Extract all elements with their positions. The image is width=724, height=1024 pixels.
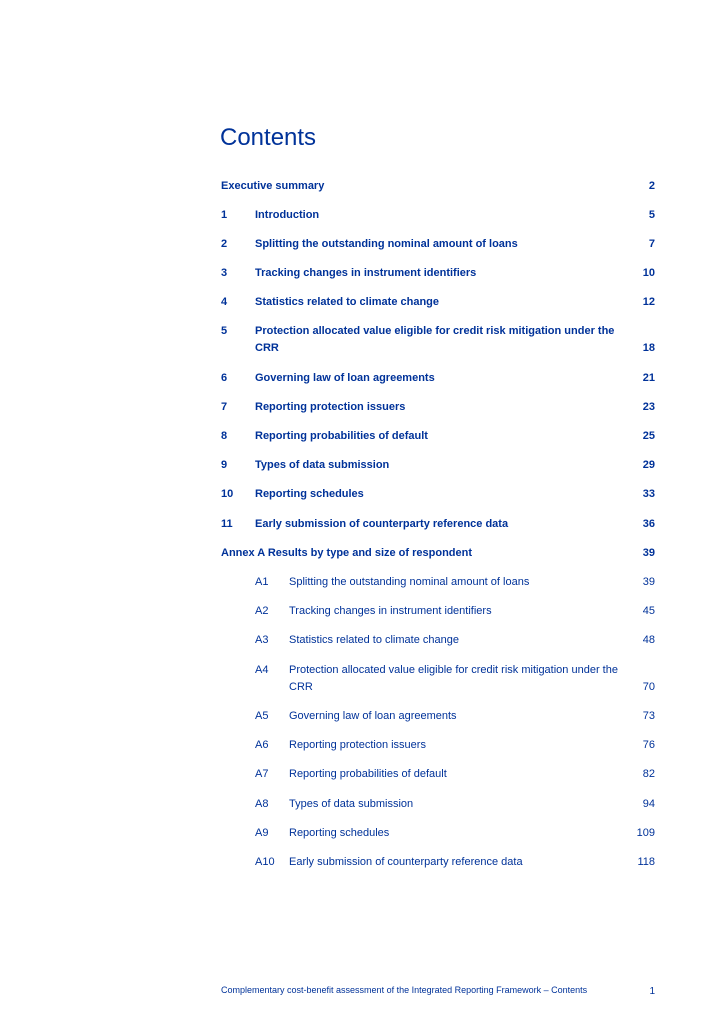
toc-entry-page: 18 (642, 342, 655, 354)
toc-entry-label: Annex A Results by type and size of respondent (221, 547, 473, 559)
toc-entry-label: Reporting probabilities of default (255, 430, 428, 442)
toc-entry-page: 33 (642, 488, 655, 500)
toc-entry-number: 9 (221, 459, 228, 471)
toc-entry-page: 10 (642, 267, 655, 279)
toc-entry-label: Reporting schedules (255, 488, 364, 500)
toc-entry-page: 73 (642, 710, 655, 722)
toc-entry-number: 4 (221, 296, 228, 308)
toc-entry-page: 70 (642, 681, 655, 693)
toc-entry-number: 2 (221, 238, 228, 250)
toc-entry-page: 12 (642, 296, 655, 308)
toc-entry-label: Protection allocated value eligible for credit risk mitigation under the CRR (255, 325, 615, 354)
toc-entry-number: A9 (255, 827, 269, 839)
toc-entry-label: Reporting schedules (289, 827, 390, 839)
toc-entry-label: Introduction (255, 209, 320, 221)
toc-entry-label: Splitting the outstanding nominal amount of loans (255, 238, 518, 250)
toc-entry-number: 7 (221, 401, 228, 413)
toc-entry-number: A6 (255, 739, 269, 751)
toc-entry-page: 39 (642, 547, 655, 559)
toc-entry-label: Statistics related to climate change (289, 634, 459, 646)
toc-entry-label: Tracking changes in instrument identifiers (289, 605, 492, 617)
toc-entry-label: Splitting the outstanding nominal amount of loans (289, 576, 530, 588)
toc-entry-number: A1 (255, 576, 269, 588)
toc-entry-page: 21 (642, 372, 655, 384)
toc-entry-page: 48 (642, 634, 655, 646)
footer-text: Complementary cost-benefit assessment of the Integrated Reporting Framework – Contents (221, 985, 588, 995)
footer-page-number: 1 (649, 986, 655, 997)
toc-entry-number: A5 (255, 710, 269, 722)
toc-entry-page: 5 (648, 209, 655, 221)
toc-entry-page: 36 (642, 518, 655, 530)
toc-entry-number: A3 (255, 634, 269, 646)
page-footer (221, 985, 655, 995)
toc-entry-page: 7 (648, 238, 655, 250)
toc-entry-page: 45 (642, 605, 655, 617)
toc-entry-page: 109 (636, 827, 655, 839)
toc-entry-page: 82 (642, 768, 655, 780)
toc-entry-number: 1 (221, 209, 228, 221)
page-title: Contents (220, 124, 317, 151)
toc-entry-label: Types of data submission (255, 459, 390, 471)
toc-entry-label: Tracking changes in instrument identifiers (255, 267, 477, 279)
toc-entry-label: Protection allocated value eligible for credit risk mitigation under the CRR (289, 664, 618, 693)
toc-entry-label: Early submission of counterparty reference data (255, 518, 509, 530)
toc-entry-number: 5 (221, 325, 228, 337)
toc-entry-page: 2 (648, 180, 655, 192)
toc-entry-label: Early submission of counterparty reference data (289, 856, 523, 868)
toc-entry-number: 3 (221, 267, 228, 279)
toc-entry-label: Reporting probabilities of default (289, 768, 447, 780)
toc-entry-page: 118 (637, 856, 655, 868)
toc-entry-label: Statistics related to climate change (255, 296, 440, 308)
toc-entry-number: A10 (255, 856, 275, 868)
toc-entry-page: 94 (642, 798, 655, 810)
toc-entry-number: 10 (221, 488, 234, 500)
toc-entry-label: Governing law of loan agreements (289, 710, 457, 722)
toc-entry-number: A2 (255, 605, 269, 617)
toc-entry-page: 76 (642, 739, 655, 751)
toc-entry-page: 23 (642, 401, 655, 413)
toc-entry-label: Reporting protection issuers (289, 739, 426, 751)
toc-entry-number: A8 (255, 798, 269, 810)
toc-entry-label: Executive summary (221, 180, 325, 192)
toc-entry-page: 29 (642, 459, 655, 471)
toc-entry-number: 8 (221, 430, 228, 442)
toc-entry-page: 25 (642, 430, 655, 442)
toc-entry-label: Reporting protection issuers (255, 401, 406, 413)
toc-entry-number: 11 (221, 518, 233, 530)
toc-entry-number: A7 (255, 768, 269, 780)
toc-entry-page: 39 (642, 576, 655, 588)
toc-entry-label: Types of data submission (289, 798, 414, 810)
toc-entry-number: 6 (221, 372, 228, 384)
toc-entry-number: A4 (255, 664, 269, 676)
toc-entry-label: Governing law of loan agreements (255, 372, 435, 384)
